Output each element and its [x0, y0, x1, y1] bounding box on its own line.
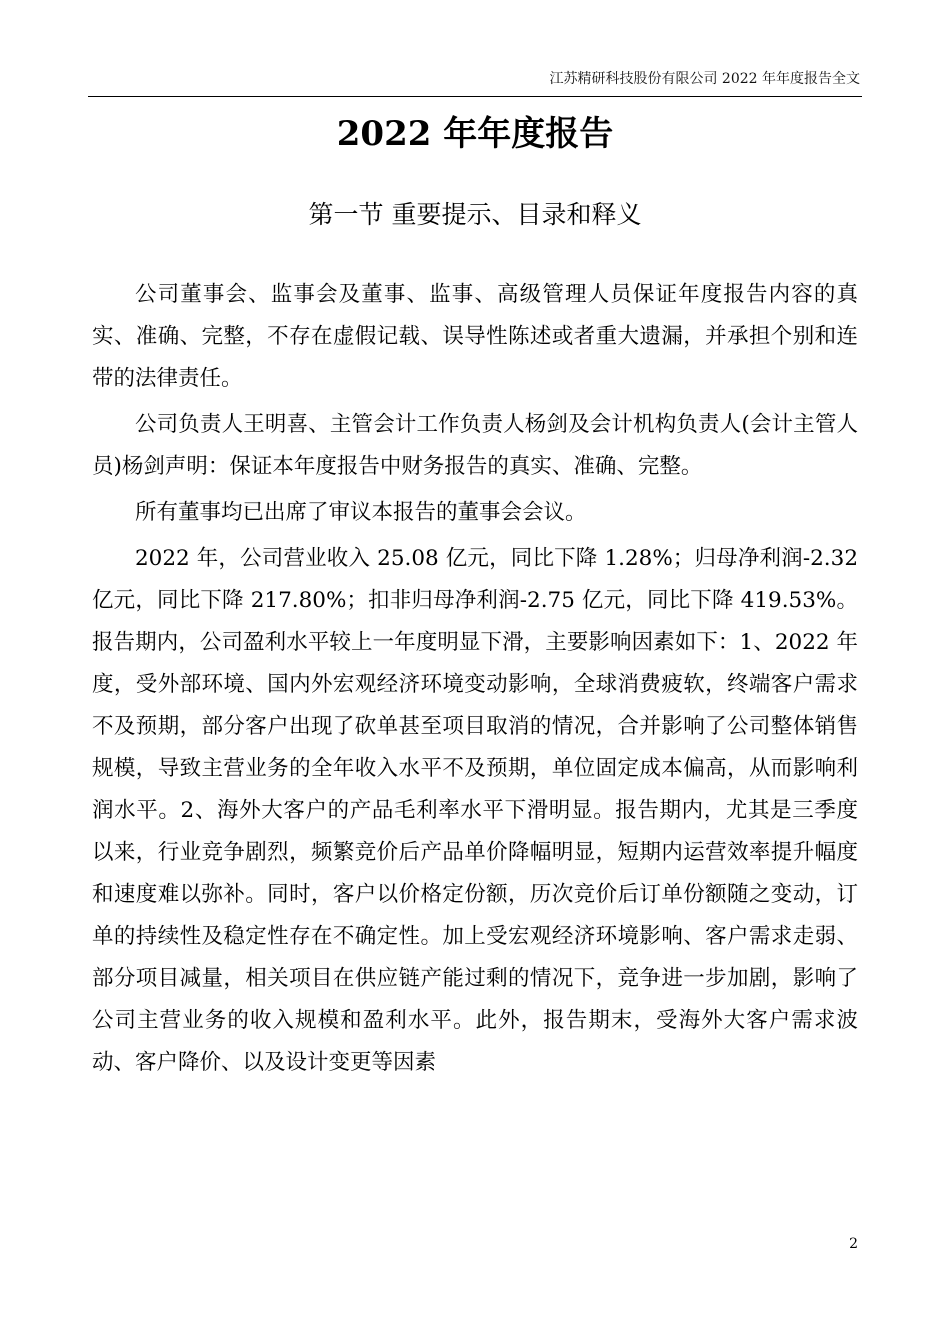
header-divider — [88, 96, 862, 97]
body-text — [92, 274, 858, 1084]
running-header: 江苏精研科技股份有限公司 2022 年年度报告全文 — [549, 71, 860, 87]
page-number: 2 — [849, 1236, 858, 1252]
document-title: 2022 年年度报告 — [336, 114, 614, 154]
section-title: 第一节 重要提示、目录和释义 — [308, 200, 642, 229]
paragraph-performance-summary: 2022 年，公司营业收入 25.08 亿元，同比下降 1.28%；归母净利润-2.32 亿元，同比下降 217.80%；扣非归母净利润-2.75 亿元，同比下降 419.53%。报告期内，公司盈利水平较上一年度明显下滑，主要影响因素如下：1、2022 年度，受外部环境、国内外宏观经济环境变动影响，全球消费疲软，终端客户需求不及预期，部分客户出现了砍单甚至项目取消的情况，合并影响了公司整体销售规模，导致主营业务的全年收入水平不及预期，单位固定成本偏高，从而影响利润水平。2、海外大客户的产品毛利率水平下滑明显。报告期内，尤其是三季度以来，行业竞争剧烈，频繁竞价后产品单价降幅明显，短期内运营效率提升幅度和速度难以弥补。同时，客户以价格定份额，历次竞价后订单份额随之变动，订单的持续性及稳定性存在不确定性。加上受宏观经济环境影响、客户需求走弱、部分项目减量，相关项目在供应链产能过剩的情况下，竞争进一步加剧，影响了公司主营业务的收入规模和盈利水平。此外，报告期末，受海外大客户需求波动、客户降价、以及设计变更等因素 — [92, 546, 858, 1075]
paragraph-board-statement: 公司董事会、监事会及董事、监事、高级管理人员保证年度报告内容的真实、准确、完整，不存在虚假记载、误导性陈述或者重大遗漏，并承担个别和连带的法律责任。 — [92, 282, 858, 391]
paragraph-responsible-persons: 公司负责人王明喜、主管会计工作负责人杨剑及会计机构负责人(会计主管人员)杨剑声明：保证本年度报告中财务报告的真实、准确、完整。 — [92, 412, 858, 479]
paragraph-directors-attendance: 所有董事均已出席了审议本报告的董事会会议。 — [135, 500, 587, 525]
